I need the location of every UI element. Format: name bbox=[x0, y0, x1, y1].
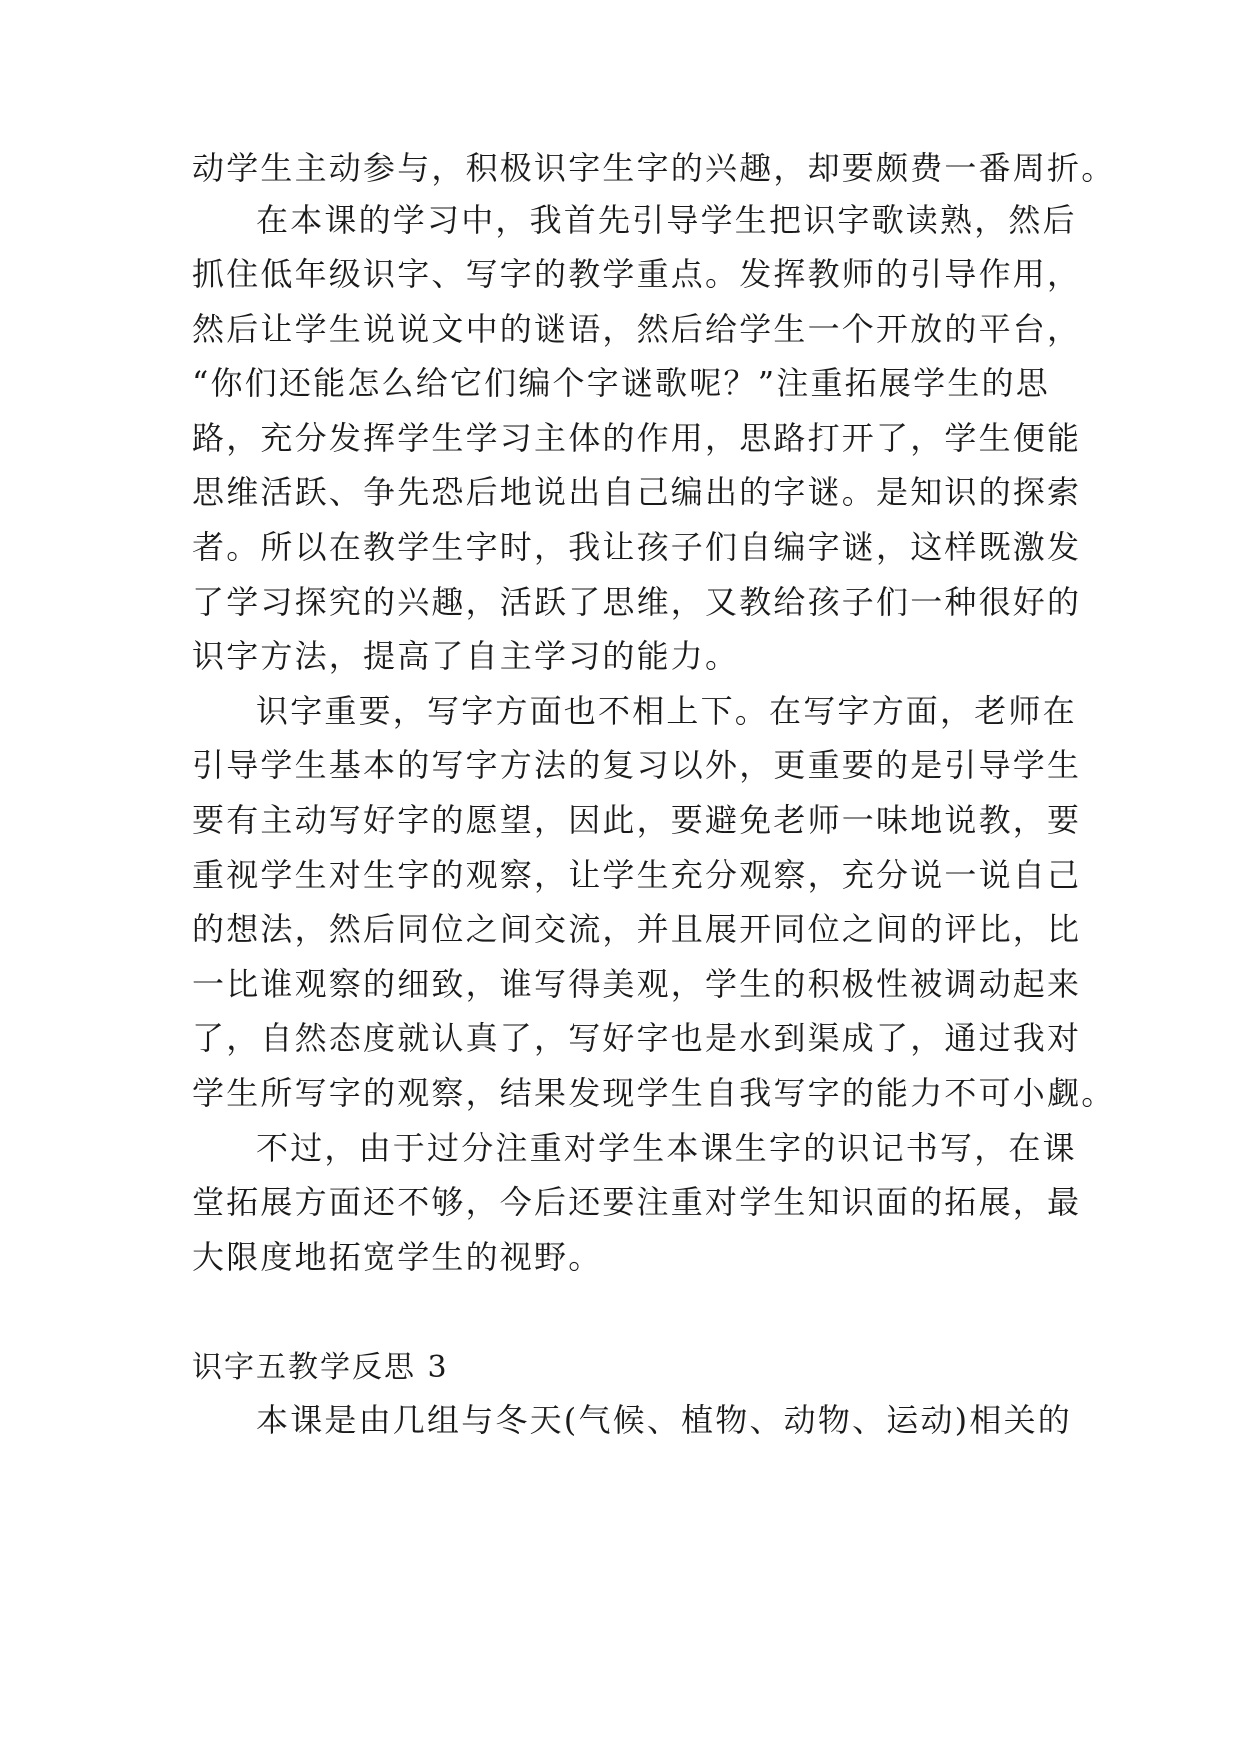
paragraph-3-line-5: 的想法，然后同位之间交流，并且展开同位之间的评比，比 bbox=[192, 910, 1082, 948]
paragraph-3-line-8: 学生所写字的观察，结果发现学生自我写字的能力不可小觑。 bbox=[192, 1074, 1116, 1112]
paragraph-3-line-3: 要有主动写好字的愿望，因此，要避免老师一味地说教，要 bbox=[192, 801, 1082, 839]
paragraph-4-line-3: 大限度地拓宽学生的视野。 bbox=[192, 1238, 603, 1276]
paragraph-3-line-1: 识字重要，写字方面也不相上下。在写字方面，老师在 bbox=[256, 692, 1077, 730]
paragraph-2-line-8: 了学习探究的兴趣，活跃了思维，又教给孩子们一种很好的 bbox=[192, 583, 1082, 621]
paragraph-3-line-2: 引导学生基本的写字方法的复习以外，更重要的是引导学生 bbox=[192, 746, 1082, 784]
paragraph-4-line-1: 不过，由于过分注重对学生本课生字的识记书写，在课 bbox=[256, 1129, 1077, 1167]
paragraph-1-line-1: 动学生主动参与，积极识字生字的兴趣，却要颇费一番周折。 bbox=[192, 149, 1116, 187]
paragraph-2-line-7: 者。所以在教学生字时，我让孩子们自编字谜，这样既激发 bbox=[192, 528, 1082, 566]
paragraph-2-line-1: 在本课的学习中，我首先引导学生把识字歌读熟，然后 bbox=[256, 201, 1077, 239]
paragraph-2-line-5: 路，充分发挥学生学习主体的作用，思路打开了，学生便能 bbox=[192, 419, 1082, 457]
paragraph-3-line-7: 了，自然态度就认真了，写好字也是水到渠成了，通过我对 bbox=[192, 1019, 1082, 1057]
paragraph-2-line-2: 抓住低年级识字、写字的教学重点。发挥教师的引导作用， bbox=[192, 255, 1082, 293]
paragraph-5-line-1: 本课是由几组与冬天(气候、植物、动物、运动)相关的 bbox=[256, 1401, 1072, 1439]
paragraph-3-line-4: 重视学生对生字的观察，让学生充分观察，充分说一说自己 bbox=[192, 856, 1082, 894]
section-heading: 识字五教学反思 3 bbox=[192, 1350, 449, 1385]
paragraph-2-line-6: 思维活跃、争先恐后地说出自己编出的字谜。是知识的探索 bbox=[192, 473, 1082, 511]
paragraph-2-line-4: “你们还能怎么给它们编个字谜歌呢？”注重拓展学生的思 bbox=[192, 364, 1050, 402]
paragraph-3-line-6: 一比谁观察的细致，谁写得美观，学生的积极性被调动起来 bbox=[192, 965, 1082, 1003]
paragraph-2-line-3: 然后让学生说说文中的谜语，然后给学生一个开放的平台， bbox=[192, 310, 1082, 348]
paragraph-4-line-2: 堂拓展方面还不够，今后还要注重对学生知识面的拓展，最 bbox=[192, 1183, 1082, 1221]
paragraph-2-line-9: 识字方法，提高了自主学习的能力。 bbox=[192, 637, 740, 675]
